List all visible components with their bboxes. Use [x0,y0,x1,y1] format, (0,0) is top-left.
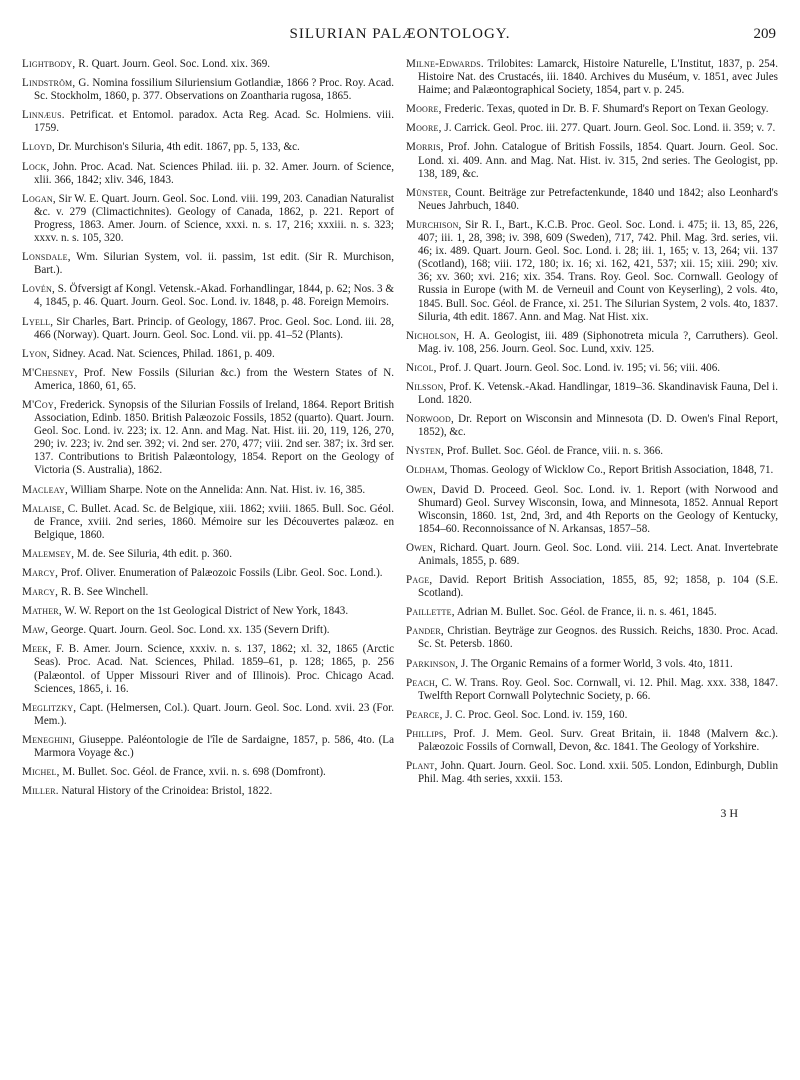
author-name: Murchison, [406,218,462,231]
author-name: Marcy, [22,586,59,599]
bibliography-entry [22,624,394,637]
author-name: Logan, [22,192,56,205]
author-name: Meglitzky, [22,701,77,714]
citation-text: Dr. Murchison's Siluria, 4th edit. 1867, pp. 5, 133, &c. [54,141,300,154]
author-name: Macleay, [22,483,68,496]
citation-text: Sidney. Acad. Nat. Sciences, Philad. 1861, p. 409. [49,347,275,360]
bibliography-entry [406,658,778,671]
citation-text: Prof. Oliver. Enumeration of Palæozoic Fossils (Libr. Geol. Soc. Lond.). [58,567,383,579]
citation-text: David. Report British Association, 1855, 85, 92; 1858, p. 104 (S.E. Scotland). [418,574,778,600]
citation-text: Prof. J. Mem. Geol. Surv. Great Britain, ii. 1848 (Malvern &c.). Palæozoic Fossils of Cornwall, Devon, &c. 1841. The Geology of Yorkshire. [418,727,778,754]
citation-text: Sir W. E. Quart. Journ. Geol. Soc. Lond. viii. 199, 203. Canadian Naturalist &c. v. 279 (Climactichnites). Geology of Canada, 1862, p. 221. Report of Progress, 1863. Amer. Journ. of Science, xxxi. n. s. 17, 216; xxxiii. n. s. 323; xxxv. n. s. 105, 320. [34,192,394,245]
author-name: Lindström, G. [22,77,90,90]
author-name: Marcy, [22,567,59,579]
author-name: Pander, [406,625,444,638]
citation-text: M. Bullet. Soc. Géol. de France, xvii. n. s. 698 (Domfront). [59,766,326,779]
bibliography-entry [22,702,394,728]
bibliography-entry [22,58,394,71]
citation-text: Sir Charles, Bart. Princip. of Geology, 1867. Proc. Geol. Soc. Lond. iii. 28, 466 (Norway). Quart. Journ. Geol. Soc. Lond. vii. pp. 41–52 (Plants). [34,315,394,341]
author-name: Lloyd, [22,141,55,154]
citation-text: Petrificat. et Entomol. paradox. Acta Reg. Acad. Sc. Holmiens. viii. 1759. [34,109,394,135]
author-name: Paillette, [406,606,455,619]
bibliography-entry [406,445,778,458]
bibliography-entry [22,785,394,798]
bibliography-entry [22,161,394,187]
author-name: Lightbody, R. [22,58,89,70]
citation-text: Trilobites: Lamarck, Histoire Naturelle, L'Institut, 1837, p. 254. Histoire Nat. des Crustacés, iii. 1840. Archives du Muséum, v. 1851, avec Jules Haime; and Palæontographical Society, 1854, part v. p. 245. [418,58,778,97]
citation-text: Giuseppe. Paléontologie de l'île de Sardaigne, 1857, p. 586, 4to. (La Marmora Voyage &c.) [34,733,394,760]
author-name: Mather, [22,605,62,618]
citation-text: David D. Proceed. Geol. Soc. Lond. iv. 1. Report (with Norwood and Shumard) Geol. Survey Wisconsin, Iowa, and Minnesota, 1852. Annual Report Wisconsin, 1860. 1st, 2nd, 3rd, and 4th Reports on the Geology of Kentucky, 1854–60. Reconnoissance of N. Arkansas, 1857–58. [418,483,778,535]
author-name: Milne-Edwards. [406,58,484,70]
citation-text: W. W. Report on the 1st Geological District of New York, 1843. [61,605,349,618]
author-name: Nicol, [406,361,437,374]
bibliography-entry [406,709,778,722]
author-name: Nicholson, [406,329,460,342]
author-name: Plant, [406,760,438,773]
bibliography-entry [22,109,394,135]
bibliography-entry [406,542,778,568]
author-name: Oldham, [406,464,448,477]
citation-text: John. Proc. Acad. Nat. Sciences Philad. iii. p. 32. Amer. Journ. of Science, xlii. 366, 1842; xliv. 346, 1843. [34,160,394,186]
citation-text: R. B. See Winchell. [58,586,149,599]
bibliography-entry [406,187,778,213]
citation-text: Prof. Bullet. Soc. Géol. de France, viii. n. s. 366. [443,445,664,458]
citation-text: Sir R. I., Bart., K.C.B. Proc. Geol. Soc. Lond. i. 475; ii. 13, 85, 226, 407; iii. 1, 28, 398; iv. 398, 609 (Sweden), 717, 742. Phil. Mag. 3rd. series, vii. 46; ix. 489. Quart. Journ. Geol. Soc. Lond. i. 28; iii. 1, 165; v. 13, 264; vii. 137 (Scotland), 168; viii. 172, 180; ix. 16; xi. 162, 421, 537; xii. 15; xiii. 290; xiv. 36; xv. 360; xvi. 216; xix. 354. Trans. Roy. Geol. Soc. Cornwall. Geology of Russia in Europe (with M. de Verneuil and Count von Keyserling), 2 vols. 4to, 1845. Bull. Soc. Géol. de France, xi. 251. The Silurian System, 2 vols. 4to, 1837. Siluria, 4th edit. 1867. Ann. and Mag. Nat Hist. xix. [418,218,779,323]
author-name: Phillips, [406,727,447,740]
author-name: Lyell, [22,315,54,328]
citation-text: Quart. Journ. Geol. Soc. Lond. xix. 369. [88,58,271,70]
citation-text: S. Öfversigt af Kongl. Vetensk.-Akad. Forhandlingar, 1844, p. 62; Nos. 3 & 4, 1845, p. 46. Quart. Journ. Geol. Soc. Lond. iv. 1848, p. 48. Foreign Memoirs. [34,283,394,309]
citation-text: Capt. (Helmersen, Col.). Quart. Journ. Geol. Soc. Lond. xvii. 23 (For. Mem.). [34,701,394,727]
bibliography-entry [22,766,394,779]
bibliography-entry [406,381,778,407]
author-name: Miller. [22,785,59,798]
author-name: M'Chesney, [22,366,78,379]
bibliography-entry [22,316,394,342]
author-name: Page, [406,574,433,587]
page-number: 209 [753,26,776,42]
citation-text: John. Quart. Journ. Geol. Soc. Lond. xxii. 505. London, Edinburgh, Dublin Phil. Mag. 4th series, xxxii. 153. [418,760,778,786]
bibliography-entry [22,484,394,497]
bibliography-entry [22,193,394,245]
citation-text: Richard. Quart. Journ. Geol. Soc. Lond. viii. 214. Lect. Anat. Invertebrate Animals, 1855, p. 689. [418,541,778,567]
citation-text: George. Quart. Journ. Geol. Soc. Lond. xx. 135 (Severn Drift). [48,624,330,637]
citation-text: Prof. John. Catalogue of British Fossils, 1854. Quart. Journ. Geol. Soc. Lond. xi. 409. Ann. and Mag. Nat. Hist. iv. 315, 2nd series. The Geologist, pp. 138, 189, &c. [418,141,778,180]
citation-text: C. W. Trans. Roy. Geol. Soc. Cornwall, vi. 12. Phil. Mag. xxx. 338, 1847. Twelfth Report Cornwall Polytechnic Society, p. 66. [418,676,778,702]
bibliography-entry [406,103,778,116]
bibliography-entry [406,362,778,375]
author-name: Meneghini, [22,733,75,746]
citation-text: J. C. Proc. Geol. Soc. Lond. iv. 159, 160. [442,708,628,721]
citation-text: Wm. Silurian System, vol. ii. passim, 1st edit. (Sir R. Murchison, Bart.). [34,251,394,277]
citation-text: Nomina fossilium Siluriensium Gotlandiæ, 1866 ? Proc. Roy. Acad. Sc. Stockholm, 1860, p. 377. Observations on Zoantharia rugosa, 1865. [34,77,394,103]
author-name: Pearce, [406,708,443,721]
bibliography-entry [406,330,778,356]
left-column [22,58,394,804]
bibliography-entry [22,503,394,542]
citation-text: Natural History of the Crinoidea: Bristol, 1822. [58,785,273,798]
citation-text: J. The Organic Remains of a former World, 3 vols. 4to, 1811. [458,657,733,670]
bibliography-entry [406,58,778,97]
citation-text: Dr. Report on Wisconsin and Minnesota (D. D. Owen's Final Report, 1852), &c. [418,413,778,439]
bibliography-entry [22,77,394,103]
citation-text: Count. Beiträge zur Petrefactenkunde, 1840 und 1842; also Leonhard's Neues Jahrbuch, 1840. [418,186,778,212]
citation-text: Adrian M. Bullet. Soc. Géol. de France, ii. n. s. 461, 1845. [454,606,717,619]
citation-text: Christian. Beyträge zur Geognos. des Russich. Reichs, 1830. Proc. Acad. Sc. St. Petersb. 1860. [418,625,778,651]
author-name: Lyon, [22,347,50,360]
bibliography-entry [406,574,778,600]
author-name: Moore, [406,122,442,135]
author-name: Morris, [406,141,444,154]
citation-text: Frederic. Texas, quoted in Dr. B. F. Shumard's Report on Texan Geology. [441,103,769,116]
citation-text: William Sharpe. Note on the Annelida: Ann. Nat. Hist. iv. 16, 385. [67,483,366,496]
bibliography-entry [406,122,778,135]
bibliography-entry [406,219,778,324]
bibliography-entry [22,141,394,154]
citation-text: C. Bullet. Acad. Sc. de Belgique, xiii. 1862; xviii. 1865. Bull. Soc. Géol. de France, xviii. 2nd series, 1860. Mémoire sur les Découvertes palæoz. en Belgique, 1860. [34,502,394,541]
two-column-body [22,58,778,804]
author-name: Maw, [22,624,49,637]
right-column [406,58,778,804]
author-name: Peach, [406,676,438,689]
author-name: Owen, [406,483,436,496]
citation-text: H. A. Geologist, iii. 489 (Siphonotreta micula ?, Carruthers). Geol. Mag. iv. 108, 256. Journ. Geol. Soc. Lund, xxiv. 125. [418,329,778,355]
citation-text: Prof. K. Vetensk.-Akad. Handlingar, 1819–36. Skandinavisk Fauna, Del i. Lond. 1820. [418,380,778,407]
author-name: Münster, [406,186,452,199]
bibliography-entry [406,606,778,619]
citation-text: Frederick. Synopsis of the Silurian Fossils of Ireland, 1864. Report British Association, Edinb. 1850. British Palæozoic Fossils, 1852 (quarto). Quart. Journ. Geol. Soc. Lond. iv. 223; ix. 12. Ann. and Mag. Nat. Hist. iii. 20, 119, 126, 270, 290; iv. 223; iv. 2nd ser. 392; vi. 2nd ser. 270, 477; viii. 2nd ser. 387; ix. 3rd ser. 137. Contributions to British Palæontology, 1854. Report on the Geology of Victoria (S. Australia), 1862. [34,398,394,477]
author-name: Parkinson, [406,657,459,670]
author-name: Nysten, [406,445,444,458]
author-name: Lock, [22,160,50,173]
bibliography-entry [406,625,778,651]
bibliography-entry [22,348,394,361]
citation-text: Prof. New Fossils (Silurian &c.) from the Western States of N. America, 1860, 61, 65. [34,366,394,392]
running-title: SILURIAN PALÆONTOLOGY. [289,26,511,42]
author-name: M'Coy, [22,398,57,411]
bibliography-entry [22,605,394,618]
bibliography-entry [406,464,778,477]
author-name: Michel, [22,766,60,779]
author-name: Linnæus. [22,109,65,122]
citation-text: Prof. J. Quart. Journ. Geol. Soc. Lond. iv. 195; vi. 56; viii. 406. [436,361,721,374]
page-header [22,26,778,52]
citation-text: Thomas. Geology of Wicklow Co., Report British Association, 1848, 71. [447,464,774,477]
bibliography-entry [406,728,778,754]
bibliography-entry [406,484,778,536]
bibliography-entry [22,734,394,760]
bibliography-entry [22,567,394,580]
bibliography-entry [406,760,778,786]
bibliography-entry [22,548,394,561]
author-name: Nilsson, [406,380,447,393]
bibliography-entry [406,677,778,703]
bibliography-entry [406,141,778,180]
bibliography-entry [22,399,394,478]
bibliography-entry [22,283,394,309]
bibliography-entry [22,586,394,599]
bibliography-entry [22,643,394,695]
author-name: Owen, [406,541,436,554]
author-name: Norwood, [406,413,454,426]
citation-text: F. B. Amer. Journ. Science, xxxiv. n. s. 137, 1862; xl. 32, 1865 (Arctic Seas). Proc. Acad. Nat. Sciences, Philad. 1859–61, p. 128; 1865, p. 256 (Palæontol. of Upper Missouri River and of Illinois). Proc. Chicago Acad. Sciences, 1865, i. 16. [34,643,394,695]
author-name: Malaise, [22,502,65,515]
signature-mark: 3 H [720,806,738,821]
author-name: Lovén, [22,283,55,296]
citation-text: M. de. See Siluria, 4th edit. p. 360. [74,547,232,560]
bibliography-entry [22,367,394,393]
bibliography-entry [406,413,778,439]
author-name: Meek, [22,643,52,656]
author-name: Moore, [406,103,442,116]
author-name: Malemsey, [22,547,75,560]
bibliography-entry [22,251,394,277]
citation-text: J. Carrick. Geol. Proc. iii. 277. Quart. Journ. Geol. Soc. Lond. ii. 359; v. 7. [441,122,776,135]
author-name: Lonsdale, [22,251,71,264]
